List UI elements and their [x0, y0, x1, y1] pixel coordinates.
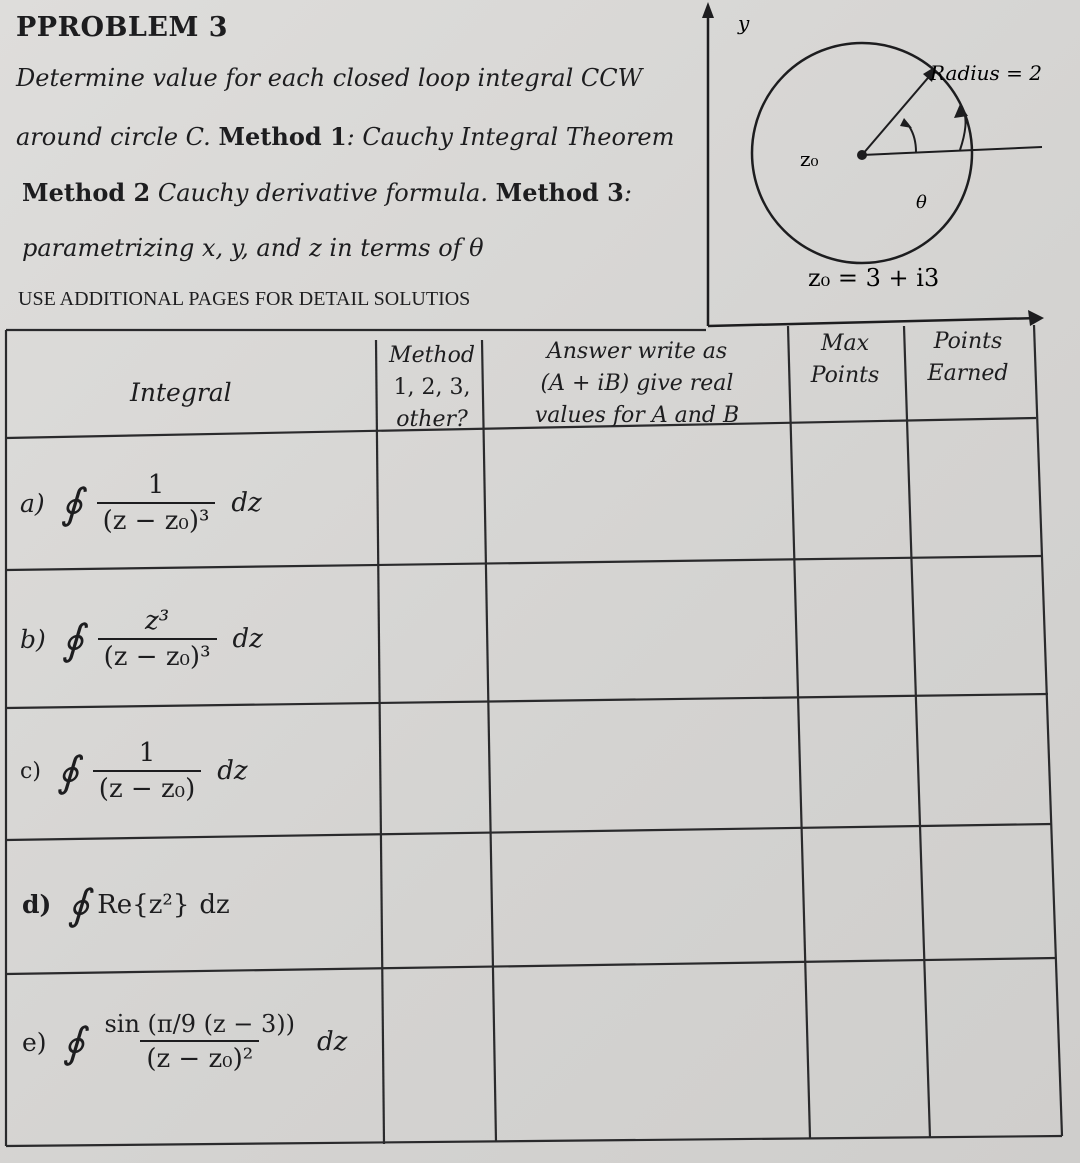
numerator: 1: [138, 738, 156, 768]
denominator: (z − z₀): [93, 770, 201, 804]
contour-integral-icon: ∮: [67, 880, 90, 929]
additional-pages-note: USE ADDITIONAL PAGES FOR DETAIL SOLUTIOS: [18, 288, 471, 310]
integrand-fraction: [98, 606, 217, 672]
integral-row-b: [20, 606, 263, 672]
points-earned-cell-e[interactable]: [934, 966, 1054, 1132]
points-earned-cell-c[interactable]: [918, 700, 1038, 820]
differential: dz: [232, 624, 263, 654]
points-earned-cell-b[interactable]: [914, 564, 1034, 688]
denominator: (z − z₀)³: [97, 502, 216, 536]
contour-integral-icon: ∮: [61, 614, 84, 664]
header-answer-line: Answer write as: [546, 339, 728, 364]
header-points-earned: [908, 326, 1028, 390]
method-cell-a[interactable]: [380, 442, 482, 566]
differential: dz: [317, 1027, 348, 1057]
instruction-text: : Cauchy Integral Theorem: [346, 123, 675, 151]
contour-integral-icon: ∮: [62, 1017, 85, 1067]
theta-label: θ: [916, 192, 927, 213]
answer-cell-b[interactable]: [490, 574, 790, 698]
header-max-points: [790, 328, 900, 392]
integrand-expression: Re{z²}: [97, 889, 190, 920]
answer-cell-c[interactable]: [492, 710, 792, 832]
points-earned-cell-a[interactable]: [910, 430, 1030, 552]
row-label: e): [22, 1027, 47, 1057]
header-method-line: Method: [389, 343, 475, 368]
header-method-line: other?: [396, 407, 468, 432]
integrand-fraction: [98, 1010, 301, 1074]
header-method: [380, 340, 484, 436]
integral-row-e: [22, 1010, 347, 1074]
instruction-text: Cauchy derivative formula.: [150, 179, 496, 207]
row-label: d): [22, 890, 52, 919]
instruction-text: :: [623, 179, 632, 207]
contour-integral-icon: ∮: [56, 746, 79, 796]
instruction-text: around circle C.: [16, 123, 219, 151]
header-answer: [492, 336, 782, 432]
y-axis-label: y: [738, 11, 750, 35]
integral-row-c: [20, 738, 248, 804]
integral-row-d: [22, 880, 230, 929]
numerator: sin (π/9 (z − 3)): [104, 1010, 296, 1038]
differential: dz: [199, 889, 230, 920]
method-1-label: Method 1: [218, 122, 347, 151]
numerator: z³: [145, 606, 170, 636]
header-answer-line: values for A and B: [534, 403, 740, 428]
center-value: z₀ = 3 + i3: [808, 264, 940, 292]
answer-cell-d[interactable]: [494, 844, 794, 966]
row-label: a): [20, 488, 45, 518]
answer-cell-e[interactable]: [498, 978, 798, 1136]
header-max-points-line: Points: [810, 363, 880, 388]
instruction-line-1: Determine value for each closed loop integral CCW: [16, 64, 643, 92]
integrand-fraction: [93, 738, 201, 804]
answer-cell-a[interactable]: [486, 440, 786, 564]
integral-row-a: [20, 470, 262, 536]
header-answer-line: (A + iB) give real: [540, 371, 734, 396]
points-earned-cell-d[interactable]: [922, 832, 1042, 954]
method-2-label: Method 2: [22, 178, 151, 207]
row-label: c): [20, 758, 41, 784]
method-cell-e[interactable]: [388, 980, 492, 1140]
integrand-fraction: [97, 470, 216, 536]
contour-integral-icon: ∮: [60, 478, 83, 528]
denominator: (z − z₀)³: [98, 638, 217, 672]
denominator: (z − z₀)²: [140, 1040, 259, 1074]
method-cell-c[interactable]: [384, 712, 488, 836]
header-method-line: 1, 2, 3,: [393, 375, 471, 400]
header-integral: Integral: [130, 378, 232, 407]
center-label: z₀: [800, 147, 819, 171]
differential: dz: [217, 756, 248, 786]
method-3-label: Method 3: [495, 178, 624, 207]
radius-label: Radius = 2: [930, 61, 1042, 85]
numerator: 1: [147, 470, 165, 500]
differential: dz: [231, 488, 262, 518]
row-label: b): [20, 624, 46, 654]
method-cell-b[interactable]: [382, 576, 486, 702]
header-points-earned-line: Points: [933, 329, 1003, 354]
problem-title: PPROBLEM 3: [16, 12, 229, 43]
header-points-earned-line: Earned: [927, 361, 1009, 386]
header-max-points-line: Max: [820, 331, 870, 356]
instruction-line-4: parametrizing x, y, and z in terms of θ: [22, 234, 484, 262]
method-cell-d[interactable]: [386, 846, 490, 970]
